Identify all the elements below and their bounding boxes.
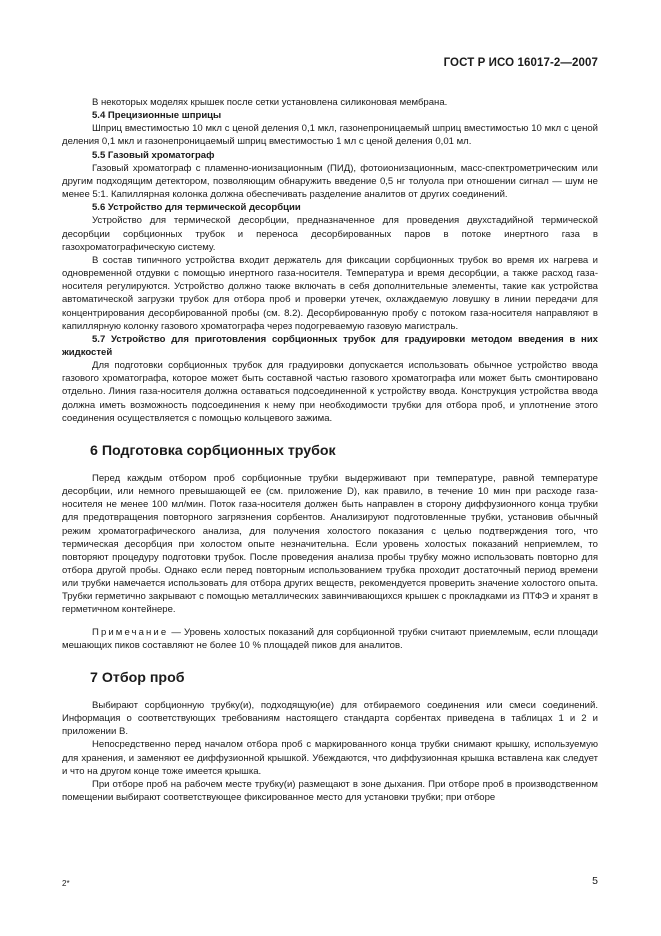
paragraph-tube-preparation: Перед каждым отбором проб сорбционные трубки выдерживают при температуре, равной температуре десорбции, или немного превышающей ее (см. приложение D), как правило, в течение 10 мин при расходе газа-носителя не менее 100 мл/мин. Поток газа-носителя должен быть направлен в сторону диффузионного конца трубки для предотвращения повторного загрязнения сорбентов. Анализируют подготовленные трубки, установив обычный режим хроматографического анализа, для получения холостого показания с целью подтверждения того, что термическая десорбция при холостом опыте незначительна. Если уровень холостых показаний неприемлем, то повторяют процедуру подготовки трубок. После проведения анализа пробы трубку можно использовать повторно для отбора другой пробы. Однако если перед повторным использованием трубка проходит достаточный период времени или трубки намечается использовать для отбора других веществ, рекомендуется проверить значение холостого опыта. Трубки герметично закрывают с помощью металлических завинчивающихся крышек с прокладками из ПТФЭ и хранят в герметичном контейнере. (62, 472, 598, 616)
note-label: Примечание (92, 626, 169, 638)
sheet-mark: 2* (62, 879, 70, 888)
paragraph-sampling-2: Непосредственно перед началом отбора проб с маркированного конца трубки снимают крышку, используемую для хранения, и заменяют ее диффузионной крышкой. Убеждаются, что диффузионная крышка вставлена как следует и что на другом конце тоже имеется крышка. (62, 739, 598, 777)
subsection-heading-5-5: 5.5 Газовый хроматограф (92, 149, 215, 161)
section-heading-6: 6 Подготовка сорбционных трубок (90, 442, 336, 459)
paragraph-calibration-device: Для подготовки сорбционных трубок для градуировки допускается использовать обычное устройство ввода газового хроматографа, которое может быть составной частью газового хроматографа или может быть смонтировано отдельно. Линия газа-носителя должна оставаться подсоединенной к устройству ввода. Конструкция устройства ввода должна иметь возможность подсоединения к нему при необходимости трубки для отбора проб, и уплотнение этого соединения осуществляется с помощью кольцевого зажима. (62, 360, 598, 424)
paragraph-gas-chromatograph: Газовый хроматограф с пламенно-ионизационным (ПИД), фотоионизационным, масс-спектрометрическим или другим подходящим детектором, позволяющим обнаружить введение 0,5 нг толуола при отношении сигнал — шум не менее 5:1. Капиллярная колонка должна обеспечивать разделение аналитов от других соединений. (62, 162, 598, 201)
subsection-heading-5-6: 5.6 Устройство для термической десорбции (92, 202, 301, 214)
paragraph-membrane: В некоторых моделях крышек после сетки установлена силиконовая мембрана. (92, 97, 448, 108)
paragraph-sampling-3: При отборе проб на рабочем месте трубку(и) размещают в зоне дыхания. При отборе проб в производственном помещении выбирают соответствующее фиксированное место для установки трубки; при отборе (62, 778, 598, 804)
subsection-heading-5-4: 5.4 Прецизионные шприцы (92, 110, 222, 122)
paragraph-thermal-desorption-2: В состав типичного устройства входит держатель для фиксации сорбционных трубок во время их нагрева и одновременной отдувки с помощью инертного газа-носителя. Температура и время десорбции, а также расход газа-носителя регулируются. Устройство должно также включать в себя дополнительные элементы, такие как устройства автоматической загрузки трубок для отбора проб и проверки утечек, охлаждаемую ловушку в линии передачи для концентрирования десорбированной пробы (см. 8.2). Десорбированную пробу с потоком газа-носителя направляют в капиллярную колонку газового хроматографа через подогреваемую газовую магистраль. (62, 254, 598, 332)
standard-id-header: ГОСТ Р ИСО 16017-2—2007 (443, 57, 598, 69)
subsection-heading-5-7: 5.7 Устройство для приготовления сорбционных трубок для градуировки методом введения в них жидкостей (62, 333, 598, 358)
note-text: — Уровень холостых показаний для сорбционной трубки считают приемлемым, если площади мешающих пиков составляют не более 10 % площадей пиков для аналитов. (62, 626, 598, 651)
paragraph-syringes: Шприц вместимостью 10 мкл с ценой деления 0,1 мкл, газонепроницаемый шприц вместимостью 10 мкл с ценой деления 0,1 мкл и газонепроницаемый шприц вместимостью 1 мл с ценой деления 0,01 мл. (62, 123, 598, 148)
note (62, 626, 598, 652)
paragraph-thermal-desorption-1: Устройство для термической десорбции, предназначенное для проведения двухстадийной термической десорбции сорбционных трубок и переноса десорбированных паров в потоке инертного газа в газохроматографическую систему. (62, 215, 598, 253)
section-heading-7: 7 Отбор проб (90, 669, 185, 686)
paragraph-sampling-1: Выбирают сорбционную трубку(и), подходящую(ие) для отбираемого соединения или смеси соединений. Информация о соответствующих требованиям настоящего стандарта сорбентах приведена в таблицах 1 и 2 и приложении В. (62, 699, 598, 738)
page-number: 5 (592, 875, 598, 887)
document-body (62, 96, 598, 804)
